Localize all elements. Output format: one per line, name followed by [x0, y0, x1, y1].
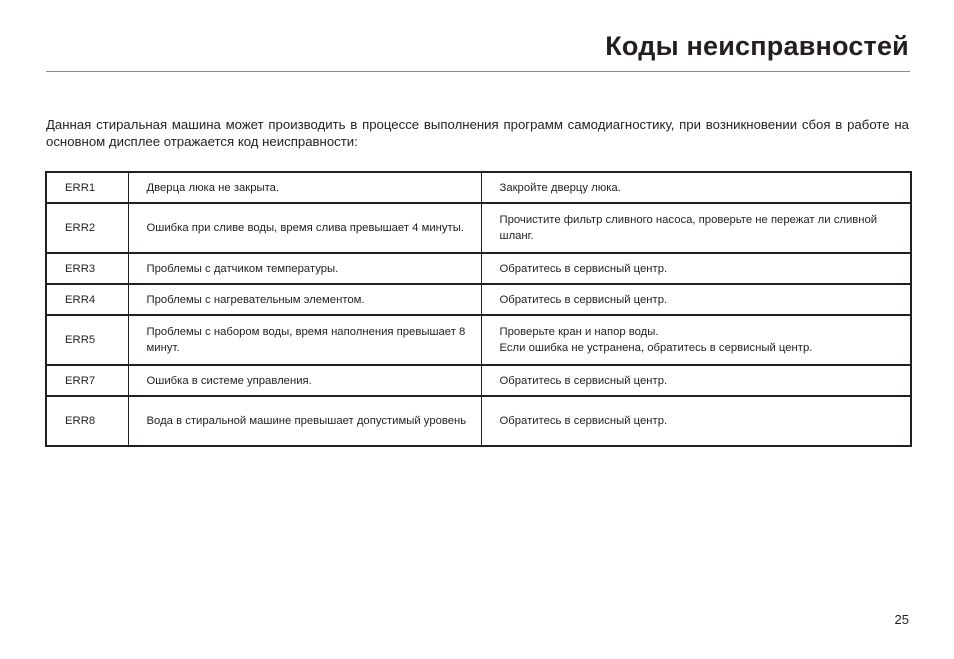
error-code: ERR4 — [46, 284, 128, 315]
error-code: ERR8 — [46, 396, 128, 446]
error-solution-cell — [481, 315, 911, 365]
table-row — [46, 315, 911, 365]
error-solution: Проверьте кран и напор воды. — [499, 326, 659, 338]
error-description: Вода в стиральной машине превышает допустимый уровень — [128, 396, 481, 446]
error-code: ERR1 — [65, 181, 96, 194]
page-title: Коды неисправностей — [605, 31, 909, 61]
table-row — [46, 396, 911, 446]
error-solution-line2: Если ошибка не устранена, обратитесь в сервисный центр. — [499, 342, 813, 354]
error-solution: Прочистите фильтр сливного насоса, проверьте не пережат ли сливной шланг. — [481, 203, 911, 253]
error-codes-table — [45, 171, 912, 447]
error-description: Проблемы с набором воды, время наполнения превышает 8 минут. — [128, 315, 481, 365]
error-description: Ошибка в системе управления. — [128, 365, 481, 396]
title-divider — [46, 71, 910, 72]
error-solution: Закройте дверцу люка. — [481, 172, 911, 203]
page-number: 25 — [894, 612, 909, 627]
error-code: ERR5 — [46, 315, 128, 365]
error-code: ERR7 — [46, 365, 128, 396]
table-row — [46, 284, 911, 315]
error-solution: Обратитесь в сервисный центр. — [481, 284, 911, 315]
error-solution: Обратитесь в сервисный центр. — [481, 365, 911, 396]
table-row — [46, 203, 911, 253]
error-solution: Обратитесь в сервисный центр. — [481, 396, 911, 446]
intro-paragraph: Данная стиральная машина может производить в процессе выполнения программ самодиагностику, при возникновении сбоя в работе на основном дисплее отражается код неисправности: — [46, 117, 909, 149]
table-row — [46, 365, 911, 396]
error-description: Проблемы с датчиком температуры. — [128, 253, 481, 284]
error-description: Ошибка при сливе воды, время слива превышает 4 минуты. — [128, 203, 481, 253]
error-code: ERR2 — [46, 203, 128, 253]
error-description: Проблемы с нагревательным элементом. — [128, 284, 481, 315]
table-row — [46, 172, 911, 203]
error-solution: Обратитесь в сервисный центр. — [481, 253, 911, 284]
error-description: Дверца люка не закрыта. — [128, 172, 481, 203]
error-code: ERR3 — [46, 253, 128, 284]
table-row — [46, 253, 911, 284]
